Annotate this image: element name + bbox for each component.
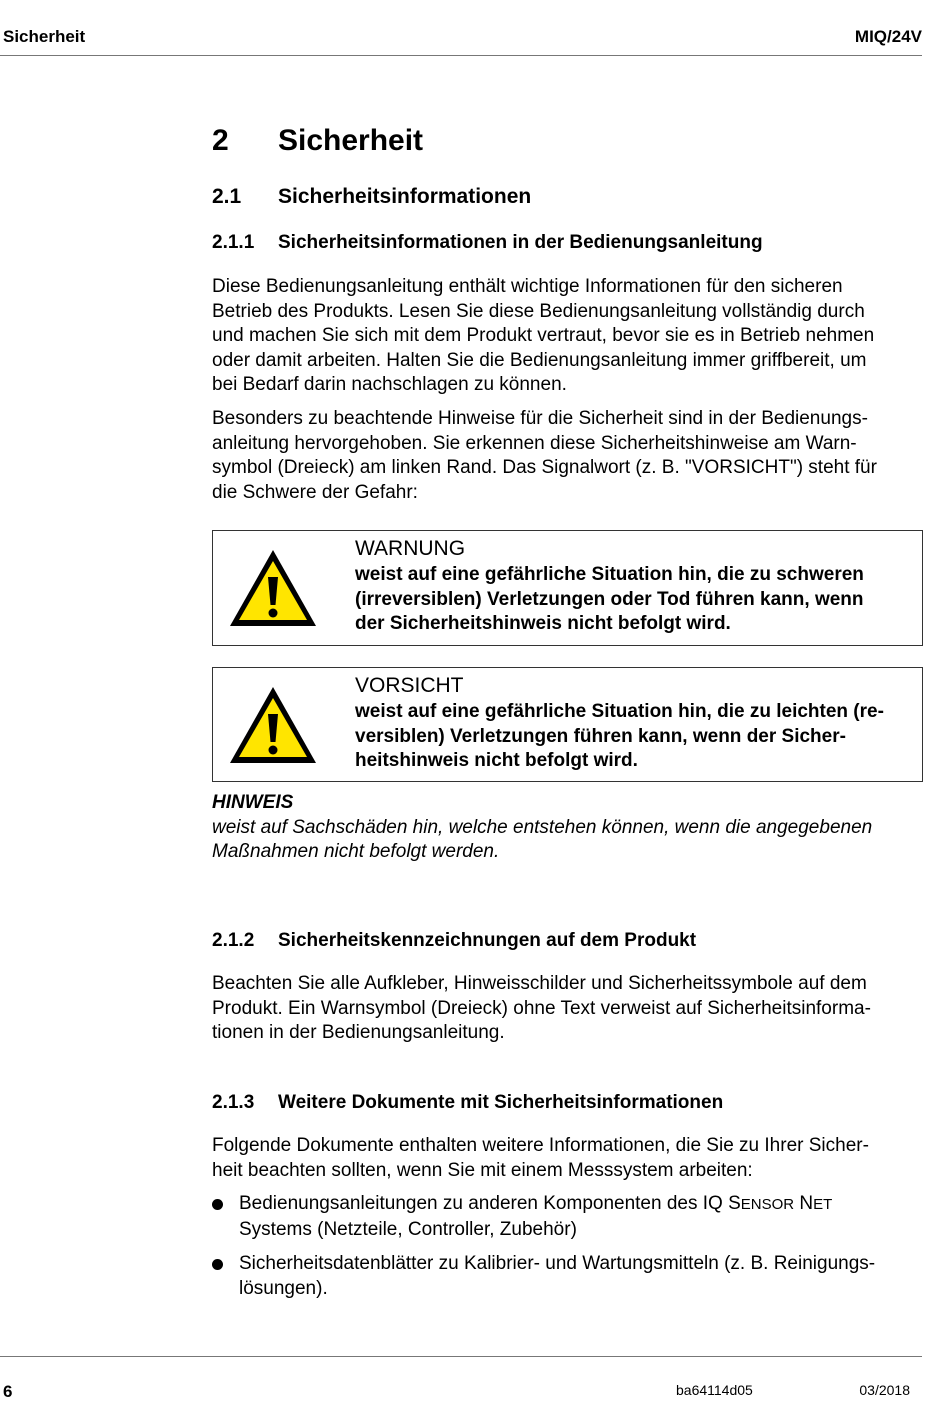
chapter-title: Sicherheit	[278, 124, 424, 157]
footer-divider	[0, 1356, 922, 1357]
section-number: 2.1.3	[212, 1092, 255, 1113]
header-product-name: MIQ/24V	[854, 27, 922, 46]
text-line: heitshinweis nicht befolgt wird.	[355, 750, 638, 771]
text-line: weist auf eine gefährliche Situation hin, die zu schweren	[355, 564, 864, 585]
section-heading-2-1	[212, 185, 924, 209]
chapter-number: 2	[212, 124, 229, 157]
header-divider	[0, 55, 922, 56]
section-number: 2.1.1	[212, 232, 255, 253]
text-line: (irreversiblen) Verletzungen oder Tod führen kann, wenn	[355, 588, 864, 610]
text-line: symbol (Dreieck) am linken Rand. Das Signalwort (z. B. "VORSICHT") steht für	[212, 457, 877, 478]
section-title: Sicherheitsinformationen	[278, 185, 532, 208]
text-line: anleitung hervorgehoben. Sie erkennen diese Sicherheitshinweise am Warn-	[212, 432, 857, 454]
section-number: 2.1	[212, 185, 242, 208]
caution-box	[212, 667, 923, 782]
notice-block	[212, 791, 924, 865]
section-heading-2-1-2	[212, 930, 924, 952]
bullet-icon	[212, 1259, 223, 1270]
text-line: versiblen) Verletzungen führen kann, wenn der Sicher-	[355, 725, 846, 747]
document-id: ba64114d05	[676, 1382, 753, 1398]
signal-word-paragraph	[212, 407, 924, 505]
text-line: Beachten Sie alle Aufkleber, Hinweisschilder und Sicherheitssymbole auf dem	[212, 973, 867, 994]
text-line: der Sicherheitshinweis nicht befolgt wird.	[355, 613, 731, 634]
text-line: die Schwere der Gefahr:	[212, 481, 418, 503]
documents-list	[212, 1192, 924, 1311]
section-heading-2-1-3	[212, 1092, 924, 1114]
text-line: Sicherheitsdatenblätter zu Kalibrier- und Wartungsmitteln (z. B. Reinigungs-	[239, 1253, 876, 1274]
text-line: Betrieb des Produkts. Lesen Sie diese Bedienungsanleitung vollständig durch	[212, 300, 865, 322]
product-labels-paragraph	[212, 972, 924, 1046]
chapter-heading	[212, 124, 924, 158]
text-line: lösungen).	[239, 1277, 328, 1299]
further-docs-paragraph	[212, 1134, 924, 1183]
text-line: tionen in der Bedienungsanleitung.	[212, 1022, 505, 1043]
caution-title: VORSICHT	[355, 674, 464, 697]
list-item: Bedienungsanleitungen zu anderen Komponenten des IQ SENSOR NET Systems (Netzteile, Controller, Zubehör)	[212, 1192, 924, 1242]
warning-triangle-icon	[227, 684, 319, 766]
text-line: Maßnahmen nicht befolgt werden.	[212, 841, 500, 862]
warning-box	[212, 530, 923, 646]
page-footer	[0, 1356, 950, 1409]
text-line: Folgende Dokumente enthalten weitere Informationen, die Sie zu Ihrer Sicher-	[212, 1135, 869, 1156]
section-title: Sicherheitsinformationen in der Bedienungsanleitung	[278, 232, 763, 253]
intro-paragraph	[212, 275, 924, 398]
text-line: Besonders zu beachtende Hinweise für die Sicherheit sind in der Bedienungs-	[212, 408, 868, 429]
header-section-title: Sicherheit	[3, 27, 86, 46]
notice-title: HINWEIS	[212, 792, 294, 813]
warning-triangle-icon	[227, 547, 319, 629]
section-heading-2-1-1	[212, 232, 924, 254]
text-line: oder damit arbeiten. Halten Sie die Bedienungsanleitung immer griffbereit, um	[212, 349, 867, 371]
text-line: Diese Bedienungsanleitung enthält wichtige Informationen für den sicheren	[212, 276, 843, 297]
warning-text	[355, 563, 914, 637]
text-line: heit beachten sollten, wenn Sie mit einem Messsystem arbeiten:	[212, 1159, 753, 1181]
text-line: und machen Sie sich mit dem Produkt vertraut, bevor sie es in Betrieb nehmen	[212, 325, 875, 346]
text-line: bei Bedarf darin nachschlagen zu können.	[212, 374, 567, 395]
text-line: weist auf eine gefährliche Situation hin, die zu leichten (re-	[355, 701, 884, 722]
caution-text	[355, 700, 914, 774]
section-title: Sicherheitskennzeichnungen auf dem Produkt	[278, 930, 697, 951]
warning-title: WARNUNG	[355, 537, 466, 560]
section-number: 2.1.2	[212, 930, 255, 951]
text-line: Produkt. Ein Warnsymbol (Dreieck) ohne Text verweist auf Sicherheitsinforma-	[212, 997, 871, 1019]
section-title: Weitere Dokumente mit Sicherheitsinformationen	[278, 1092, 724, 1113]
list-item	[212, 1252, 924, 1301]
page-number: 6	[3, 1382, 13, 1401]
text-line: Systems (Netzteile, Controller, Zubehör)	[239, 1218, 577, 1240]
document-date: 03/2018	[859, 1382, 910, 1398]
text-line: weist auf Sachschäden hin, welche entstehen können, wenn die angegebenen	[212, 816, 873, 838]
bullet-icon	[212, 1199, 223, 1210]
page-header	[0, 0, 950, 56]
